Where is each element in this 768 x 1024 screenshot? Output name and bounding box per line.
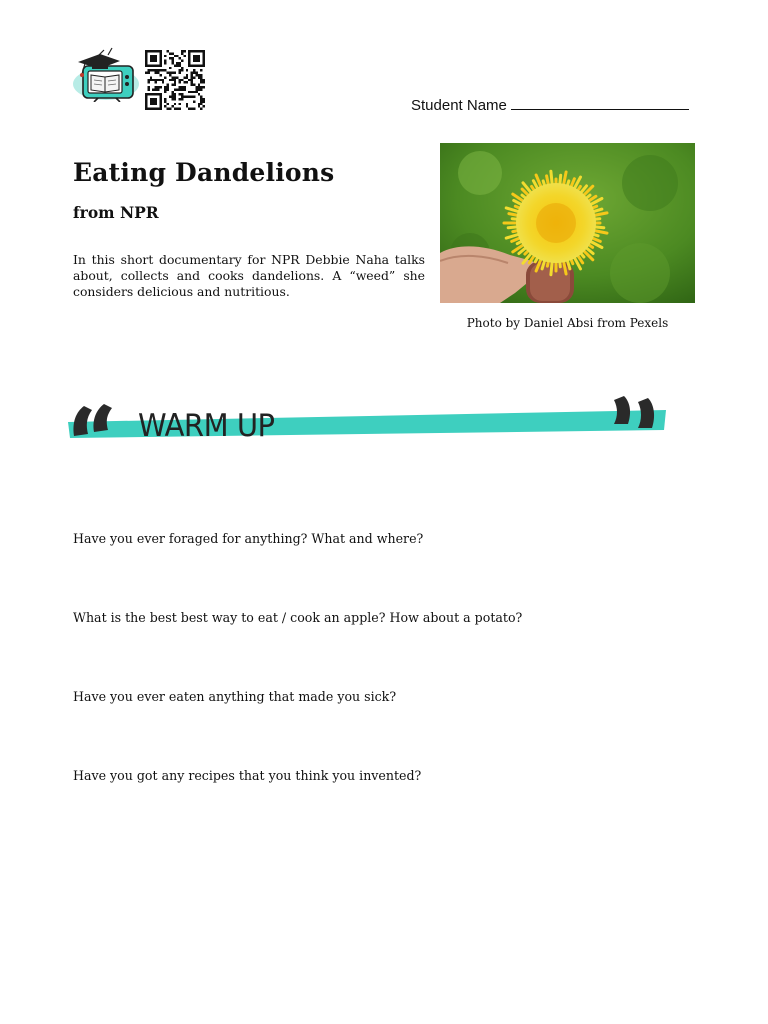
student-name-field[interactable] xyxy=(411,95,689,114)
page-subtitle: from NPR xyxy=(73,203,159,222)
warm-up-question-1: Have you ever foraged for anything? What and where? xyxy=(73,531,424,546)
qr-code-icon xyxy=(144,50,206,110)
student-name-label: Student Name xyxy=(411,97,507,114)
student-name-line xyxy=(511,95,689,110)
warm-up-question-2: What is the best best way to eat / cook an apple? How about a potato? xyxy=(73,610,523,625)
warm-up-heading: WARM UP xyxy=(138,406,275,444)
photo-credit: Photo by Daniel Absi from Pexels xyxy=(466,316,669,330)
intro-paragraph: In this short documentary for NPR Debbie Naha talks about, collects and cooks dandelions. A “weed” she considers delicious and nutritious. xyxy=(73,252,425,299)
tv-logo-icon xyxy=(72,46,140,102)
warm-up-question-3: Have you ever eaten anything that made you sick? xyxy=(73,689,397,704)
warm-up-question-4: Have you got any recipes that you think you invented? xyxy=(73,768,422,783)
page-title: Eating Dandelions xyxy=(73,158,335,187)
dandelion-photo xyxy=(440,143,695,303)
